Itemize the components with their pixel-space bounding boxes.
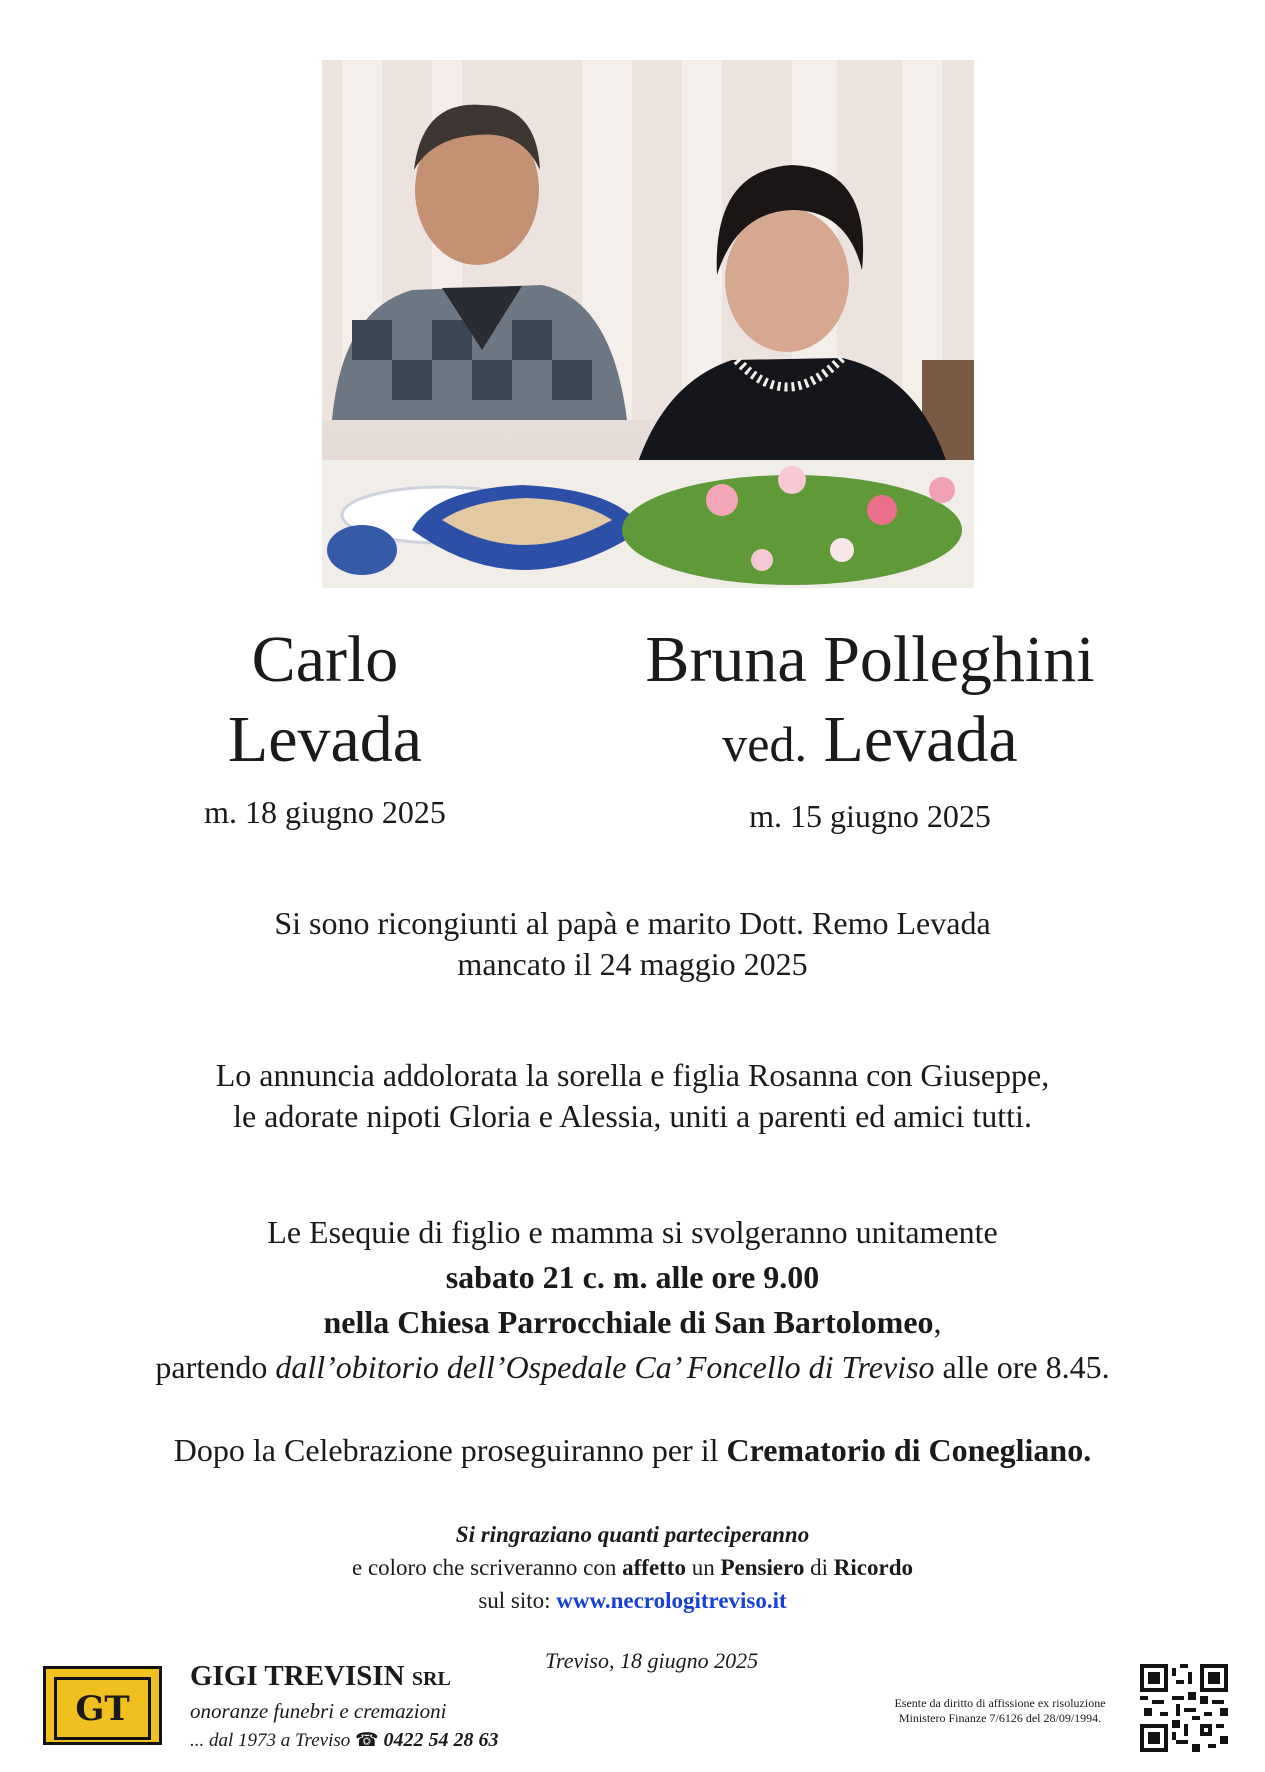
person-1-last-name: Levada xyxy=(227,703,423,776)
person-2-ved-prefix: ved. xyxy=(722,716,807,772)
departure-place: dall’obitorio dell’Ospedale Ca’ Foncello di Treviso xyxy=(275,1349,935,1385)
memorial-photo xyxy=(322,60,974,588)
departure-prefix: partendo xyxy=(155,1349,268,1385)
logo-monogram: GT xyxy=(54,1677,151,1740)
company-contact-line xyxy=(190,1725,498,1756)
funeral-church: nella Chiesa Parrocchiale di San Bartolomeo xyxy=(323,1304,934,1340)
thanks-text-un: un xyxy=(691,1555,715,1580)
funeral-paragraph xyxy=(0,1210,1265,1390)
person-1-death-date: m. 18 giugno 2025 xyxy=(204,794,446,830)
crematorium-name: Crematorio di Conegliano. xyxy=(726,1432,1092,1468)
website-link[interactable]: www.necrologitreviso.it xyxy=(556,1588,787,1613)
announcement-paragraph xyxy=(0,1055,1265,1137)
person-2-married-name xyxy=(560,700,1180,784)
person-2-full-name: Bruna Polleghini xyxy=(645,623,1095,696)
qr-code[interactable] xyxy=(1140,1664,1228,1752)
funeral-line-1: Le Esequie di figlio e mamma si svolgeranno unitamente xyxy=(267,1214,998,1250)
thanks-text-pensiero: Pensiero xyxy=(720,1555,805,1580)
announcement-line-1: Lo annuncia addolorata la sorella e figlia Rosanna con Giuseppe, xyxy=(215,1057,1050,1093)
person-2-death-date: m. 15 giugno 2025 xyxy=(749,798,991,834)
qr-code-graphic xyxy=(1140,1664,1228,1752)
phone-icon: ☎ xyxy=(355,1730,379,1751)
person-1-block xyxy=(160,620,490,832)
announcement-line-2: le adorate nipoti Gloria e Alessia, uniti a parenti ed amici tutti. xyxy=(233,1098,1032,1134)
thanks-text-di: di xyxy=(810,1555,829,1580)
person-1-first-name: Carlo xyxy=(251,623,399,696)
company-tagline: onoranze funebri e cremazioni xyxy=(190,1699,447,1723)
person-2-block xyxy=(560,620,1180,836)
thanks-text-ricordo: Ricordo xyxy=(833,1555,913,1580)
departure-suffix: alle ore 8.45. xyxy=(942,1349,1110,1385)
person-2-last-name: Levada xyxy=(823,703,1018,776)
company-name: GIGI TREVISIN xyxy=(190,1660,405,1692)
company-since: ... dal 1973 a Treviso xyxy=(190,1730,351,1751)
funeral-date-time: sabato 21 c. m. alle ore 9.00 xyxy=(445,1259,820,1295)
company-logo xyxy=(43,1666,162,1745)
thanks-text-a: e coloro che scriveranno con xyxy=(351,1555,617,1580)
photo-illustration xyxy=(322,60,974,588)
company-suffix: SRL xyxy=(411,1668,451,1690)
company-info xyxy=(190,1658,498,1756)
company-phone: 0422 54 28 63 xyxy=(383,1729,499,1751)
funeral-church-comma: , xyxy=(933,1304,942,1340)
exemption-note xyxy=(870,1696,1130,1726)
after-ceremony-line xyxy=(0,1430,1265,1471)
company-name-line xyxy=(190,1658,498,1697)
thanks-line-2 xyxy=(0,1551,1265,1584)
reunited-paragraph xyxy=(0,903,1265,985)
exemption-line-1: Esente da diritto di affissione ex risoluzione xyxy=(894,1696,1106,1710)
funeral-departure-line xyxy=(0,1345,1265,1390)
reunited-line-2: mancato il 24 maggio 2025 xyxy=(457,946,808,982)
after-prefix: Dopo la Celebrazione proseguiranno per il xyxy=(173,1432,719,1468)
site-prefix: sul sito: xyxy=(478,1588,551,1613)
funeral-church-line xyxy=(0,1300,1265,1345)
thanks-block xyxy=(0,1518,1265,1617)
exemption-line-2: Ministero Finanze 7/6126 del 28/09/1994. xyxy=(898,1711,1102,1725)
thanks-line-3 xyxy=(0,1584,1265,1617)
thanks-line-1: Si ringraziano quanti parteciperanno xyxy=(455,1522,810,1547)
thanks-text-affetto: affetto xyxy=(622,1555,686,1580)
place-date: Treviso, 18 giugno 2025 xyxy=(545,1648,759,1673)
reunited-line-1: Si sono ricongiunti al papà e marito Dott. Remo Levada xyxy=(274,905,991,941)
